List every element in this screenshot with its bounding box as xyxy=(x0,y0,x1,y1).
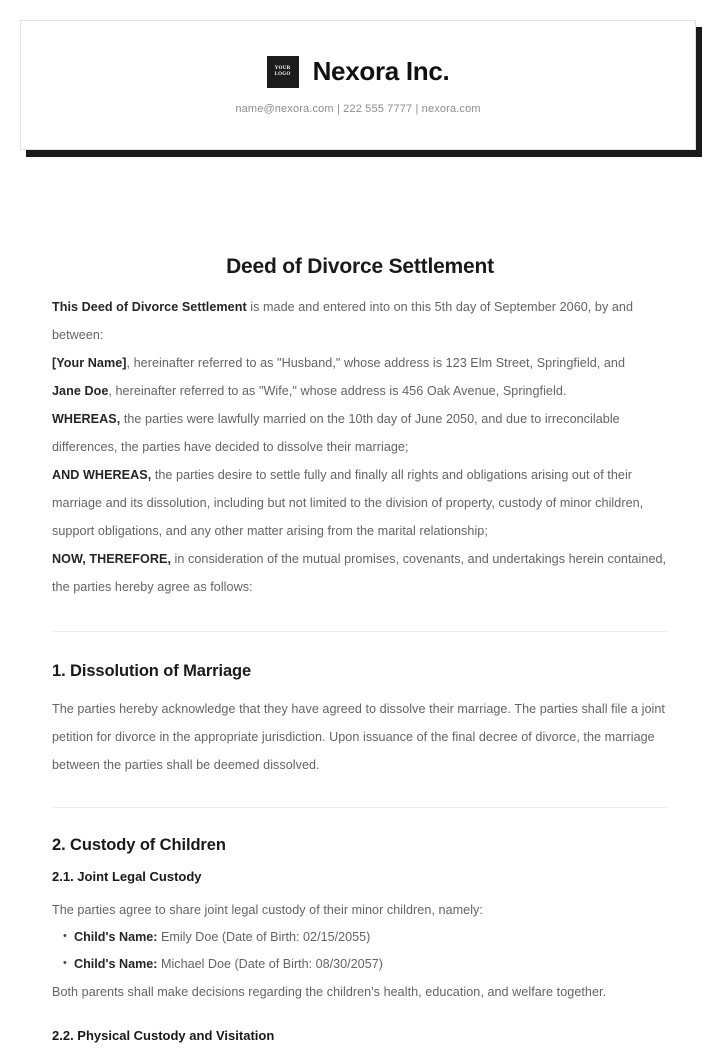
section-1-body: The parties hereby acknowledge that they have agreed to dissolve their marriage. The parties shall file a joint petition for divorce in the appropriate jurisdiction. Upon issuance of the final decree of divorce, the marriage between the parties shall be deemed dissolved. xyxy=(52,702,665,772)
intro-paragraph-2 xyxy=(52,349,668,377)
intro-paragraph-5 xyxy=(52,461,668,545)
intro-lead-5: AND WHEREAS, xyxy=(52,468,152,482)
page-title: Deed of Divorce Settlement xyxy=(226,255,494,278)
intro-text-1: is made and entered into on this 5th day of September 2060, by and between: xyxy=(52,300,634,342)
subsection-2-2-heading: 2.2. Physical Custody and Visitation xyxy=(52,1028,275,1043)
child-label-1: Child's Name: xyxy=(74,930,158,944)
contact-line: name@nexora.com | 222 555 7777 | nexora.com xyxy=(235,102,481,115)
spacer xyxy=(52,632,668,662)
document-body xyxy=(0,255,720,1055)
subsection-2-1-closing: Both parents shall make decisions regarding the children's health, education, and welfare together. xyxy=(52,985,607,999)
spacer xyxy=(52,808,668,836)
brand-row xyxy=(267,56,450,88)
intro-text-2: , hereinafter referred to as "Husband," whose address is 123 Elm Street, Springfield, and xyxy=(126,356,626,370)
intro-text-5: the parties desire to settle fully and finally all rights and obligations arising out of their marriage and its dissolution, including but not limited to the division of property, custody of minor children, support obligations, and any other matter arising from the marital relationship; xyxy=(52,468,644,538)
child-value-2: Michael Doe (Date of Birth: 08/30/2057) xyxy=(157,957,383,971)
intro-paragraph-4 xyxy=(52,405,668,461)
logo-line-2: LOGO xyxy=(274,71,291,77)
intro-lead-6: NOW, THEREFORE, xyxy=(52,552,171,566)
section-2-heading: 2. Custody of Children xyxy=(52,836,226,854)
child-value-1: Emily Doe (Date of Birth: 02/15/2055) xyxy=(157,930,371,944)
spacer xyxy=(52,601,668,631)
child-label-2: Child's Name: xyxy=(74,957,158,971)
intro-text-3: , hereinafter referred to as "Wife," whose address is 456 Oak Avenue, Springfield. xyxy=(108,384,567,398)
spacer xyxy=(52,779,668,807)
intro-lead-2: [Your Name] xyxy=(52,356,127,370)
children-list xyxy=(52,924,668,978)
letterhead-box xyxy=(20,20,696,150)
subsection-2-1-lead-in: The parties agree to share joint legal custody of their minor children, namely: xyxy=(52,903,483,917)
intro-paragraph-6 xyxy=(52,545,668,601)
intro-lead-1: This Deed of Divorce Settlement xyxy=(52,300,247,314)
intro-lead-4: WHEREAS, xyxy=(52,412,121,426)
intro-text-6: in consideration of the mutual promises, covenants, and undertakings herein contained, the parties hereby agree as follows: xyxy=(52,552,667,594)
company-name: Nexora Inc. xyxy=(312,56,450,86)
section-1-heading: 1. Dissolution of Marriage xyxy=(52,662,252,680)
logo-line-1: YOUR xyxy=(274,66,291,72)
intro-paragraph-3 xyxy=(52,377,668,405)
list-item xyxy=(74,951,668,978)
list-item xyxy=(74,924,668,951)
intro-paragraph-1 xyxy=(52,293,668,349)
intro-lead-3: Jane Doe xyxy=(52,384,109,398)
spacer xyxy=(52,1006,668,1028)
intro-text-4: the parties were lawfully married on the 10th day of June 2050, and due to irreconcilable differences, the parties have decided to dissolve their marriage; xyxy=(52,412,620,454)
letterhead xyxy=(20,20,696,150)
subsection-2-1-heading: 2.1. Joint Legal Custody xyxy=(52,869,202,884)
your-logo-placeholder-icon xyxy=(267,56,299,88)
